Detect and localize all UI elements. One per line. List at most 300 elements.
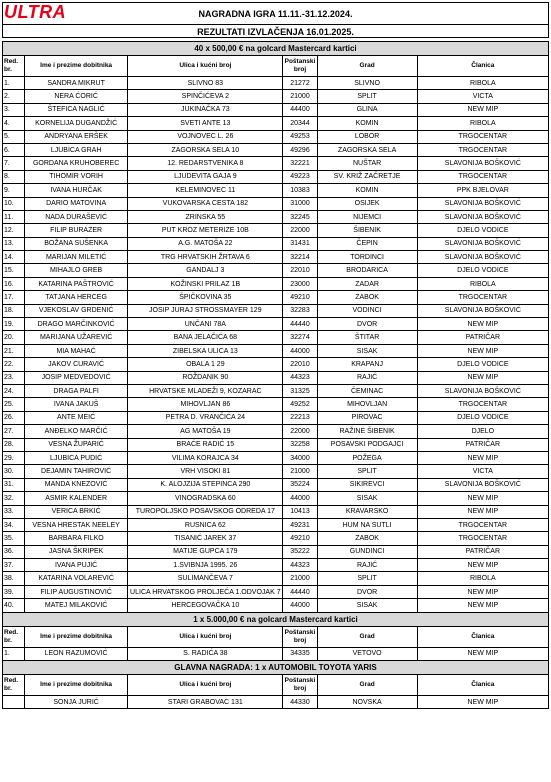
member-store-cell: RIBOLA [417,572,548,585]
member-store-cell: VICTA [417,465,548,478]
postal-code-cell: 49253 [283,130,317,143]
winner-name-cell: MARIJANA UŽAREVIĆ [25,331,128,344]
street-address-cell: VINOGRADSKA 60 [128,492,283,505]
winner-name-cell: MIA MAHAĆ [25,344,128,357]
member-store-cell: SLAVONIJA BOŠKOVIĆ [417,237,548,250]
column-header-city: Grad [317,626,417,647]
street-address-cell: ZIBELSKA ULICA 13 [128,344,283,357]
city-cell: SPLIT [317,90,417,103]
winner-name-cell: KATARINA PAŠTROVIĆ [25,277,128,290]
street-address-cell: JOSIP JURAJ STROSSMAYER 129 [128,304,283,317]
table-row [3,210,549,223]
table-row [3,696,549,709]
city-cell: VODINCI [317,304,417,317]
column-header-row-number: Red. br. [3,626,25,647]
city-cell: KOMIN [317,184,417,197]
city-cell: ZABOK [317,532,417,545]
row-number-cell: 32. [3,492,25,505]
row-number-cell: 30. [3,465,25,478]
member-store-cell: NEW MIP [417,647,548,660]
column-header-row [3,626,549,647]
street-address-cell: MIHOVLJAN 86 [128,398,283,411]
row-number-cell: 12. [3,224,25,237]
member-store-cell: NEW MIP [417,505,548,518]
city-cell: RAJIĆ [317,371,417,384]
postal-code-cell: 49223 [283,170,317,183]
winner-name-cell: LJUBICA PUDIĆ [25,451,128,464]
section-title-row [3,661,549,675]
member-store-cell: DJELO [417,425,548,438]
postal-code-cell: 44400 [283,103,317,116]
street-address-cell: ZRINSKA 55 [128,210,283,223]
row-number-cell: 25. [3,398,25,411]
table-row [3,518,549,531]
winner-name-cell: VESNA ŽUPARIĆ [25,438,128,451]
table-row [3,572,549,585]
row-number-cell [3,696,25,709]
member-store-cell: PPK BJELOVAR [417,184,548,197]
row-number-cell: 4. [3,117,25,130]
row-number-cell: 37. [3,559,25,572]
city-cell: RAŽINE ŠIBENIK [317,425,417,438]
street-address-cell: ZAGORSKA SELA 10 [128,143,283,156]
postal-code-cell: 32221 [283,157,317,170]
city-cell: POŽEGA [317,451,417,464]
street-address-cell: HERCEGOVAČKA 10 [128,599,283,612]
table-row [3,559,549,572]
winner-name-cell: MATEJ MILAKOVIĆ [25,599,128,612]
column-header-street-address: Ulica i kućni broj [128,56,283,77]
column-header-postal-code: Poštanski broj [283,626,317,647]
postal-code-cell: 35224 [283,478,317,491]
table-row [3,384,549,397]
member-store-cell: SLAVONIJA BOŠKOVIĆ [417,384,548,397]
city-cell: OSIJEK [317,197,417,210]
winner-name-cell: LJUBICA GRAH [25,143,128,156]
row-number-cell: 22. [3,358,25,371]
city-cell: DVOR [317,585,417,598]
row-number-cell: 24. [3,384,25,397]
section-title: 1 x 5.000,00 € na golcard Mastercard kartici [3,612,549,626]
member-store-cell: NEW MIP [417,599,548,612]
street-address-cell: AG MATOŠA 19 [128,425,283,438]
city-cell: NIJEMCI [317,210,417,223]
postal-code-cell: 35222 [283,545,317,558]
street-address-cell: LJUDEVITA GAJA 9 [128,170,283,183]
street-address-cell: GANDALJ 3 [128,264,283,277]
member-store-cell: NEW MIP [417,585,548,598]
street-address-cell: TUROPOLJSKO POSAVSKOG ODREDA 17 [128,505,283,518]
city-cell: TORDINCI [317,251,417,264]
table-row [3,532,549,545]
table-row [3,358,549,371]
city-cell: SISAK [317,599,417,612]
row-number-cell: 16. [3,277,25,290]
winners-table [2,41,549,709]
member-store-cell: NEW MIP [417,451,548,464]
winner-name-cell: NADA DURAŠEVIĆ [25,210,128,223]
member-store-cell: NEW MIP [417,344,548,357]
row-number-cell: 18. [3,304,25,317]
member-store-cell: NEW MIP [417,318,548,331]
ultra-logo: ULTRA [4,2,67,22]
winner-name-cell: IVANA HURČAK [25,184,128,197]
table-row [3,143,549,156]
column-header-postal-code: Poštanski broj [283,56,317,77]
postal-code-cell: 10383 [283,184,317,197]
table-row [3,478,549,491]
city-cell: SISAK [317,344,417,357]
member-store-cell: TRGOCENTAR [417,143,548,156]
column-header-street-address: Ulica i kućni broj [128,675,283,696]
member-store-cell: PATRIČAR [417,331,548,344]
member-store-cell: SLAVONIJA BOŠKOVIĆ [417,251,548,264]
postal-code-cell: 44000 [283,599,317,612]
winner-name-cell: DRAGA PALFI [25,384,128,397]
winner-name-cell: ANDRYANA ERŠEK [25,130,128,143]
street-address-cell: KOŽINSKI PRILAZ 1B [128,277,283,290]
winner-name-cell: MARIJAN MILETIĆ [25,251,128,264]
row-number-cell: 38. [3,572,25,585]
street-address-cell: VILIMA KORAJCA 34 [128,451,283,464]
table-row [3,103,549,116]
winner-name-cell: TIHOMIR VORIH [25,170,128,183]
street-address-cell: SLIVNO 83 [128,77,283,90]
postal-code-cell: 20344 [283,117,317,130]
postal-code-cell: 49210 [283,532,317,545]
street-address-cell: S. RADIĆA 38 [128,647,283,660]
city-cell: GUNDINCI [317,545,417,558]
postal-code-cell: 32214 [283,251,317,264]
column-header-street-address: Ulica i kućni broj [128,626,283,647]
street-address-cell: KELEMINOVEC 11 [128,184,283,197]
street-address-cell: VUKOVARSKA CESTA 182 [128,197,283,210]
postal-code-cell: 44440 [283,318,317,331]
member-store-cell: SLAVONIJA BOŠKOVIĆ [417,197,548,210]
city-cell: NUŠTAR [317,157,417,170]
page-title: NAGRADNA IGRA 11.11.-31.12.2024. [2,2,549,24]
table-row [3,438,549,451]
row-number-cell: 17. [3,291,25,304]
table-row [3,157,549,170]
winner-name-cell: SONJA JURIĆ [25,696,128,709]
postal-code-cell: 31000 [283,197,317,210]
table-row [3,371,549,384]
table-row [3,398,549,411]
row-number-cell: 7. [3,157,25,170]
postal-code-cell: 22000 [283,224,317,237]
row-number-cell: 20. [3,331,25,344]
winner-name-cell: DARIO MATOVINA [25,197,128,210]
street-address-cell: STARI GRABOVAC 131 [128,696,283,709]
table-row [3,197,549,210]
row-number-cell: 1. [3,77,25,90]
row-number-cell: 10. [3,197,25,210]
city-cell: RAJIĆ [317,559,417,572]
column-header-winner-name: Ime i prezime dobitnika [25,626,128,647]
postal-code-cell: 21000 [283,90,317,103]
postal-code-cell: 22010 [283,264,317,277]
winner-name-cell: FILIP AUGUSTINOVIĆ [25,585,128,598]
city-cell: ČEPIN [317,237,417,250]
city-cell: LOBOR [317,130,417,143]
winner-name-cell: MIHAJLO GREB [25,264,128,277]
city-cell: GLINA [317,103,417,116]
column-header-city: Grad [317,675,417,696]
winner-name-cell: DRAGO MARČINKOVIĆ [25,318,128,331]
winner-name-cell: ANĐELKO MARČIĆ [25,425,128,438]
table-row [3,251,549,264]
street-address-cell: SVETI ANTE 13 [128,117,283,130]
table-row [3,411,549,424]
member-store-cell: NEW MIP [417,492,548,505]
table-row [3,237,549,250]
postal-code-cell: 34000 [283,451,317,464]
member-store-cell: SLAVONIJA BOŠKOVIĆ [417,478,548,491]
winner-name-cell: IVANA PUJIĆ [25,559,128,572]
city-cell: ZAGORSKA SELA [317,143,417,156]
city-cell: SPLIT [317,465,417,478]
winner-name-cell: GORDANA KRUHOBEREC [25,157,128,170]
column-header-winner-name: Ime i prezime dobitnika [25,675,128,696]
street-address-cell: RUSNICA 62 [128,518,283,531]
table-row [3,277,549,290]
postal-code-cell: 49252 [283,398,317,411]
street-address-cell: SPINČIĆEVA 2 [128,90,283,103]
row-number-cell: 40. [3,599,25,612]
member-store-cell: DJELO VODICE [417,358,548,371]
postal-code-cell: 10413 [283,505,317,518]
row-number-cell: 31. [3,478,25,491]
table-row [3,331,549,344]
table-row [3,425,549,438]
postal-code-cell: 23000 [283,277,317,290]
member-store-cell: NEW MIP [417,103,548,116]
street-address-cell: UNČANI 78A [128,318,283,331]
row-number-cell: 34. [3,518,25,531]
city-cell: ŠIBENIK [317,224,417,237]
city-cell: ZABOK [317,291,417,304]
table-row [3,647,549,660]
postal-code-cell: 32258 [283,438,317,451]
street-address-cell: PUT KROZ METERIZE 10B [128,224,283,237]
city-cell: BRODARICA [317,264,417,277]
winner-name-cell: BARBARA FILKO [25,532,128,545]
table-row [3,344,549,357]
row-number-cell: 33. [3,505,25,518]
row-number-cell: 2. [3,90,25,103]
row-number-cell: 39. [3,585,25,598]
member-store-cell: NEW MIP [417,559,548,572]
table-row [3,77,549,90]
postal-code-cell: 22010 [283,358,317,371]
member-store-cell: PATRIČAR [417,438,548,451]
street-address-cell: OBALA 1 29 [128,358,283,371]
city-cell: ŠTITAR [317,331,417,344]
winner-name-cell: LEON RAZUMOVIĆ [25,647,128,660]
street-address-cell: 12. REDARSTVENIKA 8 [128,157,283,170]
winner-name-cell: TATJANA HERCEG [25,291,128,304]
table-row [3,90,549,103]
column-header-postal-code: Poštanski broj [283,675,317,696]
section-title: GLAVNA NAGRADA: 1 x AUTOMOBIL TOYOTA YARIS [3,661,549,675]
street-address-cell: BANA JELAČIĆA 68 [128,331,283,344]
city-cell: ČEMINAC [317,384,417,397]
member-store-cell: RIBOLA [417,77,548,90]
winner-name-cell: SANDRA MIKRUT [25,77,128,90]
row-number-cell: 28. [3,438,25,451]
table-row [3,599,549,612]
street-address-cell: BRAĆE RADIĆ 15 [128,438,283,451]
postal-code-cell: 31431 [283,237,317,250]
row-number-cell: 15. [3,264,25,277]
member-store-cell: TRGOCENTAR [417,532,548,545]
section-title: 40 x 500,00 € na golcard Mastercard kartici [3,42,549,56]
row-number-cell: 23. [3,371,25,384]
winner-name-cell: ANTE MEIĆ [25,411,128,424]
member-store-cell: TRGOCENTAR [417,518,548,531]
street-address-cell: TISANIĆ JAREK 37 [128,532,283,545]
row-number-cell: 9. [3,184,25,197]
member-store-cell: NEW MIP [417,696,548,709]
street-address-cell: VRH VISOKI 81 [128,465,283,478]
winner-name-cell: KORNELIJA DUGANDŽIĆ [25,117,128,130]
winner-name-cell: KATARINA VOLAREVIĆ [25,572,128,585]
street-address-cell: A.G. MATOŠA 22 [128,237,283,250]
winner-name-cell: BOŽANA SUŠENKA [25,237,128,250]
row-number-cell: 29. [3,451,25,464]
table-row [3,505,549,518]
city-cell: POSAVSKI PODGAJCI [317,438,417,451]
city-cell: KRAVARSKO [317,505,417,518]
city-cell: SIKIREVCI [317,478,417,491]
column-header-member-store: Članica [417,675,548,696]
postal-code-cell: 44000 [283,492,317,505]
city-cell: ZADAR [317,277,417,290]
table-row [3,585,549,598]
postal-code-cell: 44323 [283,559,317,572]
table-row [3,465,549,478]
row-number-cell: 36. [3,545,25,558]
winner-name-cell: JOSIP MEDVEDOVIĆ [25,371,128,384]
city-cell: DVOR [317,318,417,331]
row-number-cell: 26. [3,411,25,424]
table-row [3,291,549,304]
postal-code-cell: 44000 [283,344,317,357]
postal-code-cell: 22000 [283,425,317,438]
row-number-cell: 19. [3,318,25,331]
winner-name-cell: VESNA HRESTAK NEELEY [25,518,128,531]
table-row [3,451,549,464]
street-address-cell: ŠPIČKOVINA 35 [128,291,283,304]
winner-name-cell: ŠTEFICA NAGLIĆ [25,103,128,116]
street-address-cell: MATIJE GUPCA 179 [128,545,283,558]
row-number-cell: 35. [3,532,25,545]
table-row [3,304,549,317]
street-address-cell: JUKINAČKA 73 [128,103,283,116]
column-header-row [3,56,549,77]
member-store-cell: NEW MIP [417,371,548,384]
table-row [3,545,549,558]
city-cell: SPLIT [317,572,417,585]
member-store-cell: RIBOLA [417,277,548,290]
row-number-cell: 27. [3,425,25,438]
winner-name-cell: JASNA ŠKRIPEK [25,545,128,558]
row-number-cell: 13. [3,237,25,250]
section-title-row [3,42,549,56]
section-title-row [3,612,549,626]
table-row [3,170,549,183]
postal-code-cell: 44440 [283,585,317,598]
winner-name-cell: IVANA JAKUŠ [25,398,128,411]
row-number-cell: 6. [3,143,25,156]
city-cell: VETOVO [317,647,417,660]
postal-code-cell: 21000 [283,572,317,585]
winner-name-cell: ASMIR KALENDER [25,492,128,505]
street-address-cell: HRVATSKE MLADEŽI 9, KOZARAC [128,384,283,397]
member-store-cell: RIBOLA [417,117,548,130]
row-number-cell: 21. [3,344,25,357]
city-cell: KRAPANJ [317,358,417,371]
street-address-cell: K. ALOJZIJA STEPINCA 290 [128,478,283,491]
postal-code-cell: 44323 [283,371,317,384]
city-cell: NOVSKA [317,696,417,709]
row-number-cell: 3. [3,103,25,116]
city-cell: SLIVNO [317,77,417,90]
table-row [3,318,549,331]
winner-name-cell: JAKOV CURAVIĆ [25,358,128,371]
table-row [3,264,549,277]
row-number-cell: 5. [3,130,25,143]
postal-code-cell: 22213 [283,411,317,424]
street-address-cell: ULICA HRVATSKOG PROLJEĆA 1.ODVOJAK 7 [128,585,283,598]
postal-code-cell: 32245 [283,210,317,223]
city-cell: SV. KRIŽ ZAČRETJE [317,170,417,183]
street-address-cell: PETRA D. VRANČIĆA 24 [128,411,283,424]
column-header-row [3,675,549,696]
member-store-cell: TRGOCENTAR [417,398,548,411]
postal-code-cell: 31325 [283,384,317,397]
postal-code-cell: 49231 [283,518,317,531]
table-row [3,184,549,197]
page-subtitle: REZULTATI IZVLAČENJA 16.01.2025. [2,24,549,38]
column-header-row-number: Red. br. [3,56,25,77]
city-cell: MIHOVLJAN [317,398,417,411]
member-store-cell: SLAVONIJA BOŠKOVIĆ [417,157,548,170]
member-store-cell: SLAVONIJA BOŠKOVIĆ [417,210,548,223]
table-row [3,492,549,505]
row-number-cell: 11. [3,210,25,223]
member-store-cell: PATRIČAR [417,545,548,558]
table-row [3,130,549,143]
street-address-cell: 1.SVIBNJA 1995. 26 [128,559,283,572]
member-store-cell: TRGOCENTAR [417,130,548,143]
street-address-cell: VOJNOVEC L. 26 [128,130,283,143]
city-cell: SISAK [317,492,417,505]
table-row [3,117,549,130]
winner-name-cell: NERA ĆORIĆ [25,90,128,103]
member-store-cell: SLAVONIJA BOŠKOVIĆ [417,304,548,317]
winner-name-cell: FILIP BURAZER [25,224,128,237]
column-header-member-store: Članica [417,56,548,77]
member-store-cell: TRGOCENTAR [417,291,548,304]
column-header-winner-name: Ime i prezime dobitnika [25,56,128,77]
table-row [3,224,549,237]
postal-code-cell: 21272 [283,77,317,90]
postal-code-cell: 44330 [283,696,317,709]
city-cell: KOMIN [317,117,417,130]
postal-code-cell: 34335 [283,647,317,660]
